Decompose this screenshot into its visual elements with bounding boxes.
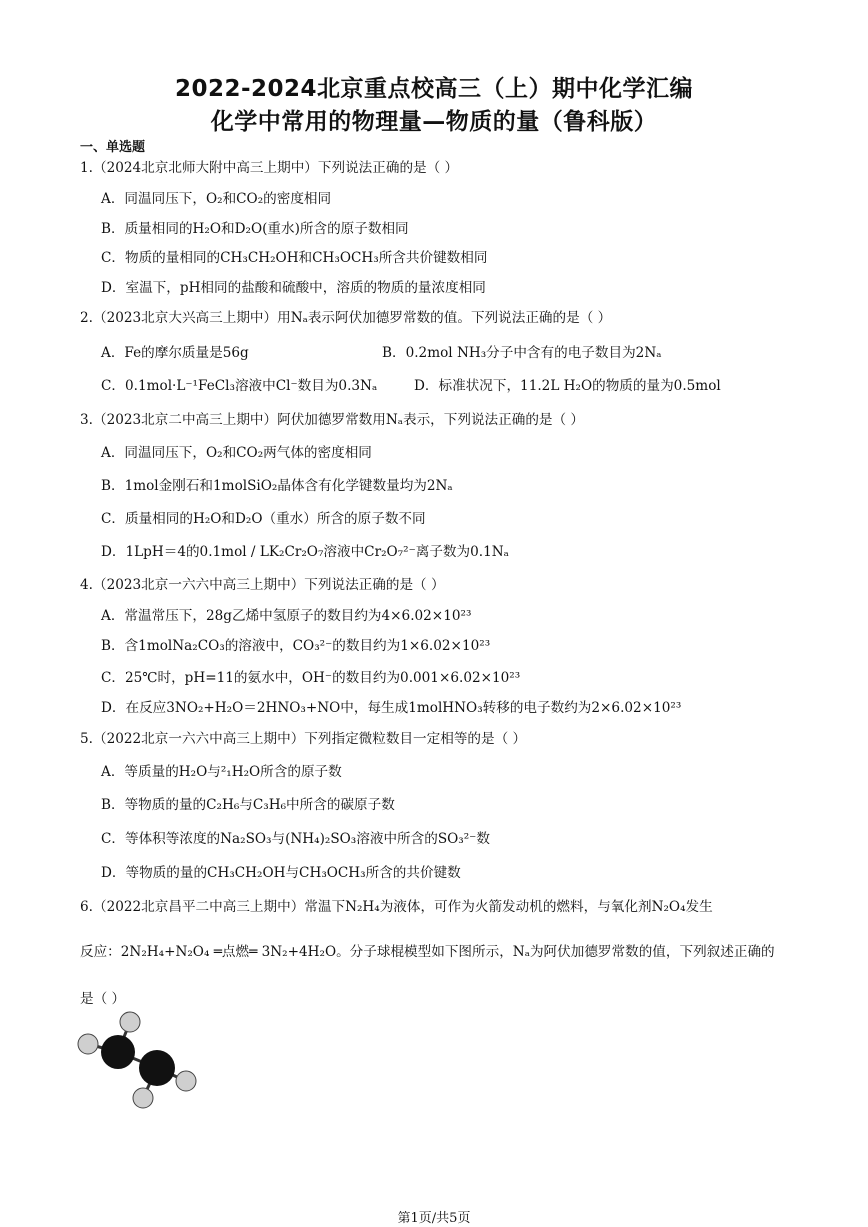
question-3-option-b: B．1mol金刚石和1molSiO₂晶体含有化学键数量均为2Nₐ bbox=[101, 478, 453, 494]
question-4-option-c: C．25℃时，pH=11的氨水中，OH⁻的数目约为0.001×6.02×10²³ bbox=[101, 670, 521, 686]
question-1-option-d: D．室温下，pH相同的盐酸和硫酸中，溶质的物质的量浓度相同 bbox=[101, 280, 486, 296]
question-6-reaction: 反应：2N₂H₄+N₂O₄ ═点燃═ 3N₂+4H₂O。分子球棍模型如下图所示，Nₐ为阿伏加德罗常数的值，下列叙述正确的 bbox=[80, 944, 775, 960]
question-5-option-b: B．等物质的量的C₂H₆与C₃H₆中所含的碳原子数 bbox=[101, 797, 395, 813]
question-1-option-c: C．物质的量相同的CH₃CH₂OH和CH₃OCH₃所含共价键数相同 bbox=[101, 250, 488, 266]
question-2-option-b: B．0.2mol NH₃分子中含有的电子数目为2Nₐ bbox=[382, 345, 662, 361]
question-4: 4.（2023北京一六六中高三上期中）下列说法正确的是（ ） bbox=[80, 577, 445, 593]
question-5-option-c: C．等体积等浓度的Na₂SO₃与(NH₄)₂SO₃溶液中所含的SO₃²⁻数 bbox=[101, 831, 490, 847]
document-title: 2022-2024北京重点校高三（上）期中化学汇编 bbox=[174, 76, 694, 102]
question-1-option-b: B．质量相同的H₂O和D₂O(重水)所含的原子数相同 bbox=[101, 221, 409, 237]
question-2: 2.（2023北京大兴高三上期中）用Nₐ表示阿伏加德罗常数的值。下列说法正确的是（ ） bbox=[80, 310, 612, 326]
question-4-option-b: B．含1molNa₂CO₃的溶液中，CO₃²⁻的数目约为1×6.02×10²³ bbox=[101, 638, 491, 654]
question-5-option-a: A．等质量的H₂O与²₁H₂O所含的原子数 bbox=[101, 764, 342, 780]
question-2-option-a: A．Fe的摩尔质量是56g bbox=[101, 345, 249, 361]
question-2-option-d: D．标准状况下，11.2L H₂O的物质的量为0.5mol bbox=[414, 378, 721, 394]
question-3-option-c: C．质量相同的H₂O和D₂O（重水）所含的原子数不同 bbox=[101, 511, 426, 527]
page-footer: 第1页/共5页 bbox=[397, 1211, 471, 1226]
question-5-option-d: D．等物质的量的CH₃CH₂OH与CH₃OCH₃所含的共价键数 bbox=[101, 865, 461, 881]
question-6: 6.（2022北京昌平二中高三上期中）常温下N₂H₄为液体，可作为火箭发动机的燃料，与氧化剂N₂O₄发生 bbox=[80, 899, 713, 915]
ball-stick-model-diagram bbox=[70, 1008, 210, 1118]
question-5: 5.（2022北京一六六中高三上期中）下列指定微粒数目一定相等的是（ ） bbox=[80, 731, 527, 747]
question-4-option-d: D．在反应3NO₂+H₂O＝2HNO₃+NO中，每生成1molHNO₃转移的电子数约为2×6.02×10²³ bbox=[101, 700, 682, 716]
question-3-option-d: D．1LpH＝4的0.1mol / LK₂Cr₂O₇溶液中Cr₂O₇²⁻离子数为0.1Nₐ bbox=[101, 544, 509, 560]
document-subtitle: 化学中常用的物理量—物质的量（鲁科版） bbox=[210, 109, 658, 135]
question-3-option-a: A．同温同压下，O₂和CO₂两气体的密度相同 bbox=[101, 445, 372, 461]
question-1: 1.（2024北京北师大附中高三上期中）下列说法正确的是（ ） bbox=[80, 160, 459, 176]
question-4-option-a: A．常温常压下，28g乙烯中氢原子的数目约为4×6.02×10²³ bbox=[101, 608, 472, 624]
question-1-option-a: A．同温同压下，O₂和CO₂的密度相同 bbox=[101, 191, 332, 207]
question-6-end: 是（ ） bbox=[80, 991, 126, 1007]
question-2-option-c: C．0.1mol·L⁻¹FeCl₃溶液中Cl⁻数目为0.3Nₐ bbox=[101, 378, 378, 394]
section-heading: 一、单选题 bbox=[80, 140, 146, 155]
question-3: 3.（2023北京二中高三上期中）阿伏加德罗常数用Nₐ表示，下列说法正确的是（ ） bbox=[80, 412, 585, 428]
